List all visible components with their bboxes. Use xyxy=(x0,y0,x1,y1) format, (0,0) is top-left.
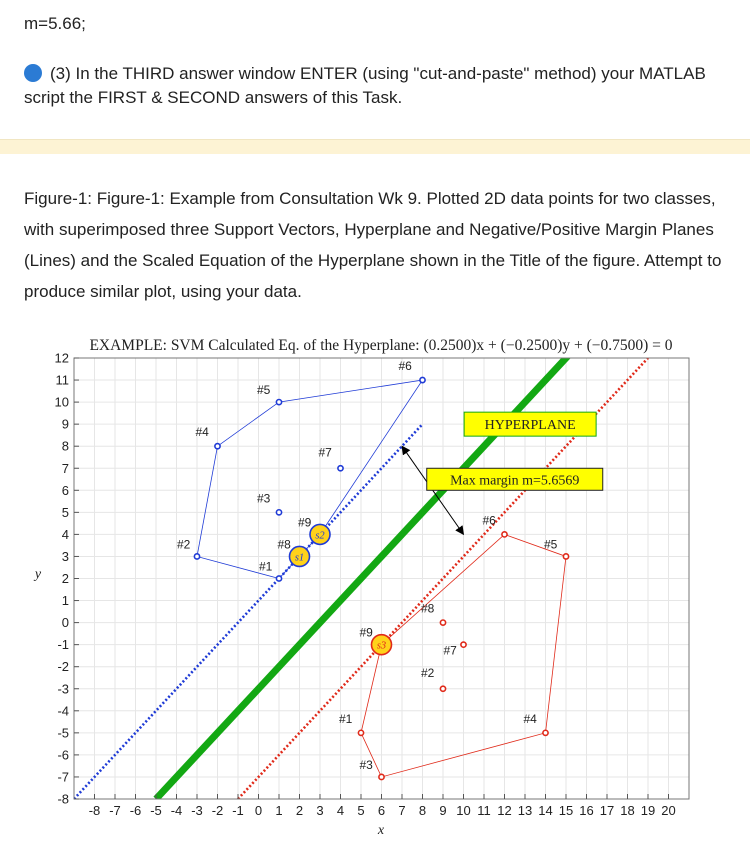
y-tick-label: -4 xyxy=(57,703,69,719)
chart-title: EXAMPLE: SVM Calculated Eq. of the Hyperplane: (0.2500)x + (−0.2500)y + (−0.7500) = 0 xyxy=(89,337,673,354)
hyperplane-label-text: HYPERPLANE xyxy=(484,418,576,434)
blue-point-label: #5 xyxy=(257,383,271,398)
margin-label-text: Max margin m=5.6569 xyxy=(450,473,580,489)
blue-point-label: #4 xyxy=(195,425,209,440)
y-tick-label: 2 xyxy=(61,571,69,586)
red-point xyxy=(563,554,568,559)
y-tick-label: 5 xyxy=(61,504,69,520)
red-point xyxy=(543,730,548,735)
y-tick-label: 7 xyxy=(61,460,69,476)
red-point xyxy=(358,730,363,735)
y-tick-label: 0 xyxy=(61,615,69,631)
red-point-label: #1 xyxy=(339,711,353,726)
x-tick-label: 15 xyxy=(558,803,574,818)
y-tick-label: 12 xyxy=(54,350,69,366)
blue-point-label: #2 xyxy=(177,537,191,552)
red-point-label: #3 xyxy=(359,757,373,772)
x-tick-label: 7 xyxy=(398,803,406,818)
blue-point-label: #6 xyxy=(398,359,412,374)
grid-lines xyxy=(74,358,689,799)
y-tick-label: 3 xyxy=(61,548,69,564)
x-tick-label: -3 xyxy=(191,803,203,818)
y-tick-label: 10 xyxy=(54,394,69,410)
y-tick-label: -6 xyxy=(57,747,69,763)
x-tick-label: -1 xyxy=(232,803,244,818)
support-vector-label: s1 xyxy=(294,552,305,564)
svm-chart xyxy=(24,328,736,844)
red-point xyxy=(502,532,507,537)
instruction-item xyxy=(24,62,734,110)
x-tick-label: -6 xyxy=(129,803,142,818)
support-vector-label: s3 xyxy=(376,640,387,652)
x-tick-label: -8 xyxy=(88,803,101,818)
instruction-text: (3) In the THIRD answer window ENTER (using "cut-and-paste" method) your MATLAB script the FIRST & SECOND answers of this Task. xyxy=(24,64,706,107)
red-point xyxy=(379,774,384,779)
blue-point xyxy=(276,510,281,515)
red-point xyxy=(440,620,445,625)
y-axis-label: y xyxy=(34,567,42,582)
x-tick-label: 16 xyxy=(579,803,594,818)
x-tick-label: 14 xyxy=(538,803,553,818)
y-tick-label: -3 xyxy=(57,681,69,697)
y-tick-label: 4 xyxy=(61,526,69,542)
blue-point xyxy=(276,576,281,581)
m-value-line: m=5.66; xyxy=(24,14,86,33)
figure-panel xyxy=(24,328,736,844)
bullet-icon xyxy=(24,64,42,82)
y-tick-label: -5 xyxy=(57,725,69,741)
red-point-label: #4 xyxy=(523,711,537,726)
x-tick-label: 17 xyxy=(599,803,615,818)
x-tick-label: 8 xyxy=(418,803,427,818)
x-tick-label: 1 xyxy=(275,803,283,818)
blue-point xyxy=(194,554,199,559)
red-point xyxy=(440,686,445,691)
blue-point xyxy=(215,444,220,449)
y-tick-label: 1 xyxy=(61,593,69,609)
x-tick-label: -7 xyxy=(109,803,121,818)
blue-point xyxy=(276,400,281,405)
section-divider xyxy=(0,139,750,154)
x-tick-label: 12 xyxy=(497,803,512,818)
x-tick-label: 18 xyxy=(620,803,635,818)
x-tick-label: 4 xyxy=(336,803,345,818)
figure-caption: Figure-1: Figure-1: Example from Consultation Wk 9. Plotted 2D data points for two classes, with superimposed three Support Vectors, Hyperplane and Negative/Positive Margin Planes (Lines) and the Scaled Equation of the Hyperplane shown in the Title of the figure. Attempt to produce similar plot, using your data. xyxy=(24,189,722,301)
x-tick-label: -4 xyxy=(170,803,183,818)
blue-point xyxy=(338,466,343,471)
y-tick-label: -2 xyxy=(57,659,69,675)
support-vector-label: s2 xyxy=(315,530,325,542)
red-point-label: #7 xyxy=(443,643,457,658)
x-tick-label: 19 xyxy=(640,803,656,818)
x-tick-label: 6 xyxy=(377,803,386,818)
red-point xyxy=(461,642,466,647)
red-point-label: #9 xyxy=(359,625,373,640)
x-tick-label: 0 xyxy=(254,803,263,818)
x-axis-label: x xyxy=(377,823,385,838)
x-tick-label: 9 xyxy=(439,803,447,818)
x-tick-label: 20 xyxy=(661,803,676,818)
x-tick-label: -2 xyxy=(211,803,224,818)
y-tick-label: -8 xyxy=(57,791,69,807)
red-point-label: #2 xyxy=(421,665,435,680)
red-point-label: #8 xyxy=(421,601,435,616)
y-tick-label: -7 xyxy=(57,769,69,785)
y-tick-label: 11 xyxy=(55,372,69,388)
blue-point-label: #7 xyxy=(318,445,332,460)
y-tick-label: 8 xyxy=(61,438,69,454)
x-tick-label: -5 xyxy=(150,803,162,818)
x-tick-label: 2 xyxy=(295,803,304,818)
y-tick-label: 6 xyxy=(61,482,69,498)
blue-point-label: #8 xyxy=(277,537,291,552)
blue-point-label: #3 xyxy=(257,491,271,506)
x-tick-label: 5 xyxy=(357,803,365,818)
blue-point-label: #9 xyxy=(298,515,312,530)
blue-point xyxy=(420,377,425,382)
blue-point-label: #1 xyxy=(259,559,273,574)
red-point-label: #6 xyxy=(482,513,496,528)
y-tick-label: 9 xyxy=(61,416,69,432)
y-tick-label: -1 xyxy=(57,637,69,653)
x-tick-label: 13 xyxy=(517,803,533,818)
x-tick-label: 11 xyxy=(477,803,491,818)
x-tick-label: 3 xyxy=(316,803,324,818)
red-point-label: #5 xyxy=(544,537,558,552)
x-tick-label: 10 xyxy=(456,803,471,818)
